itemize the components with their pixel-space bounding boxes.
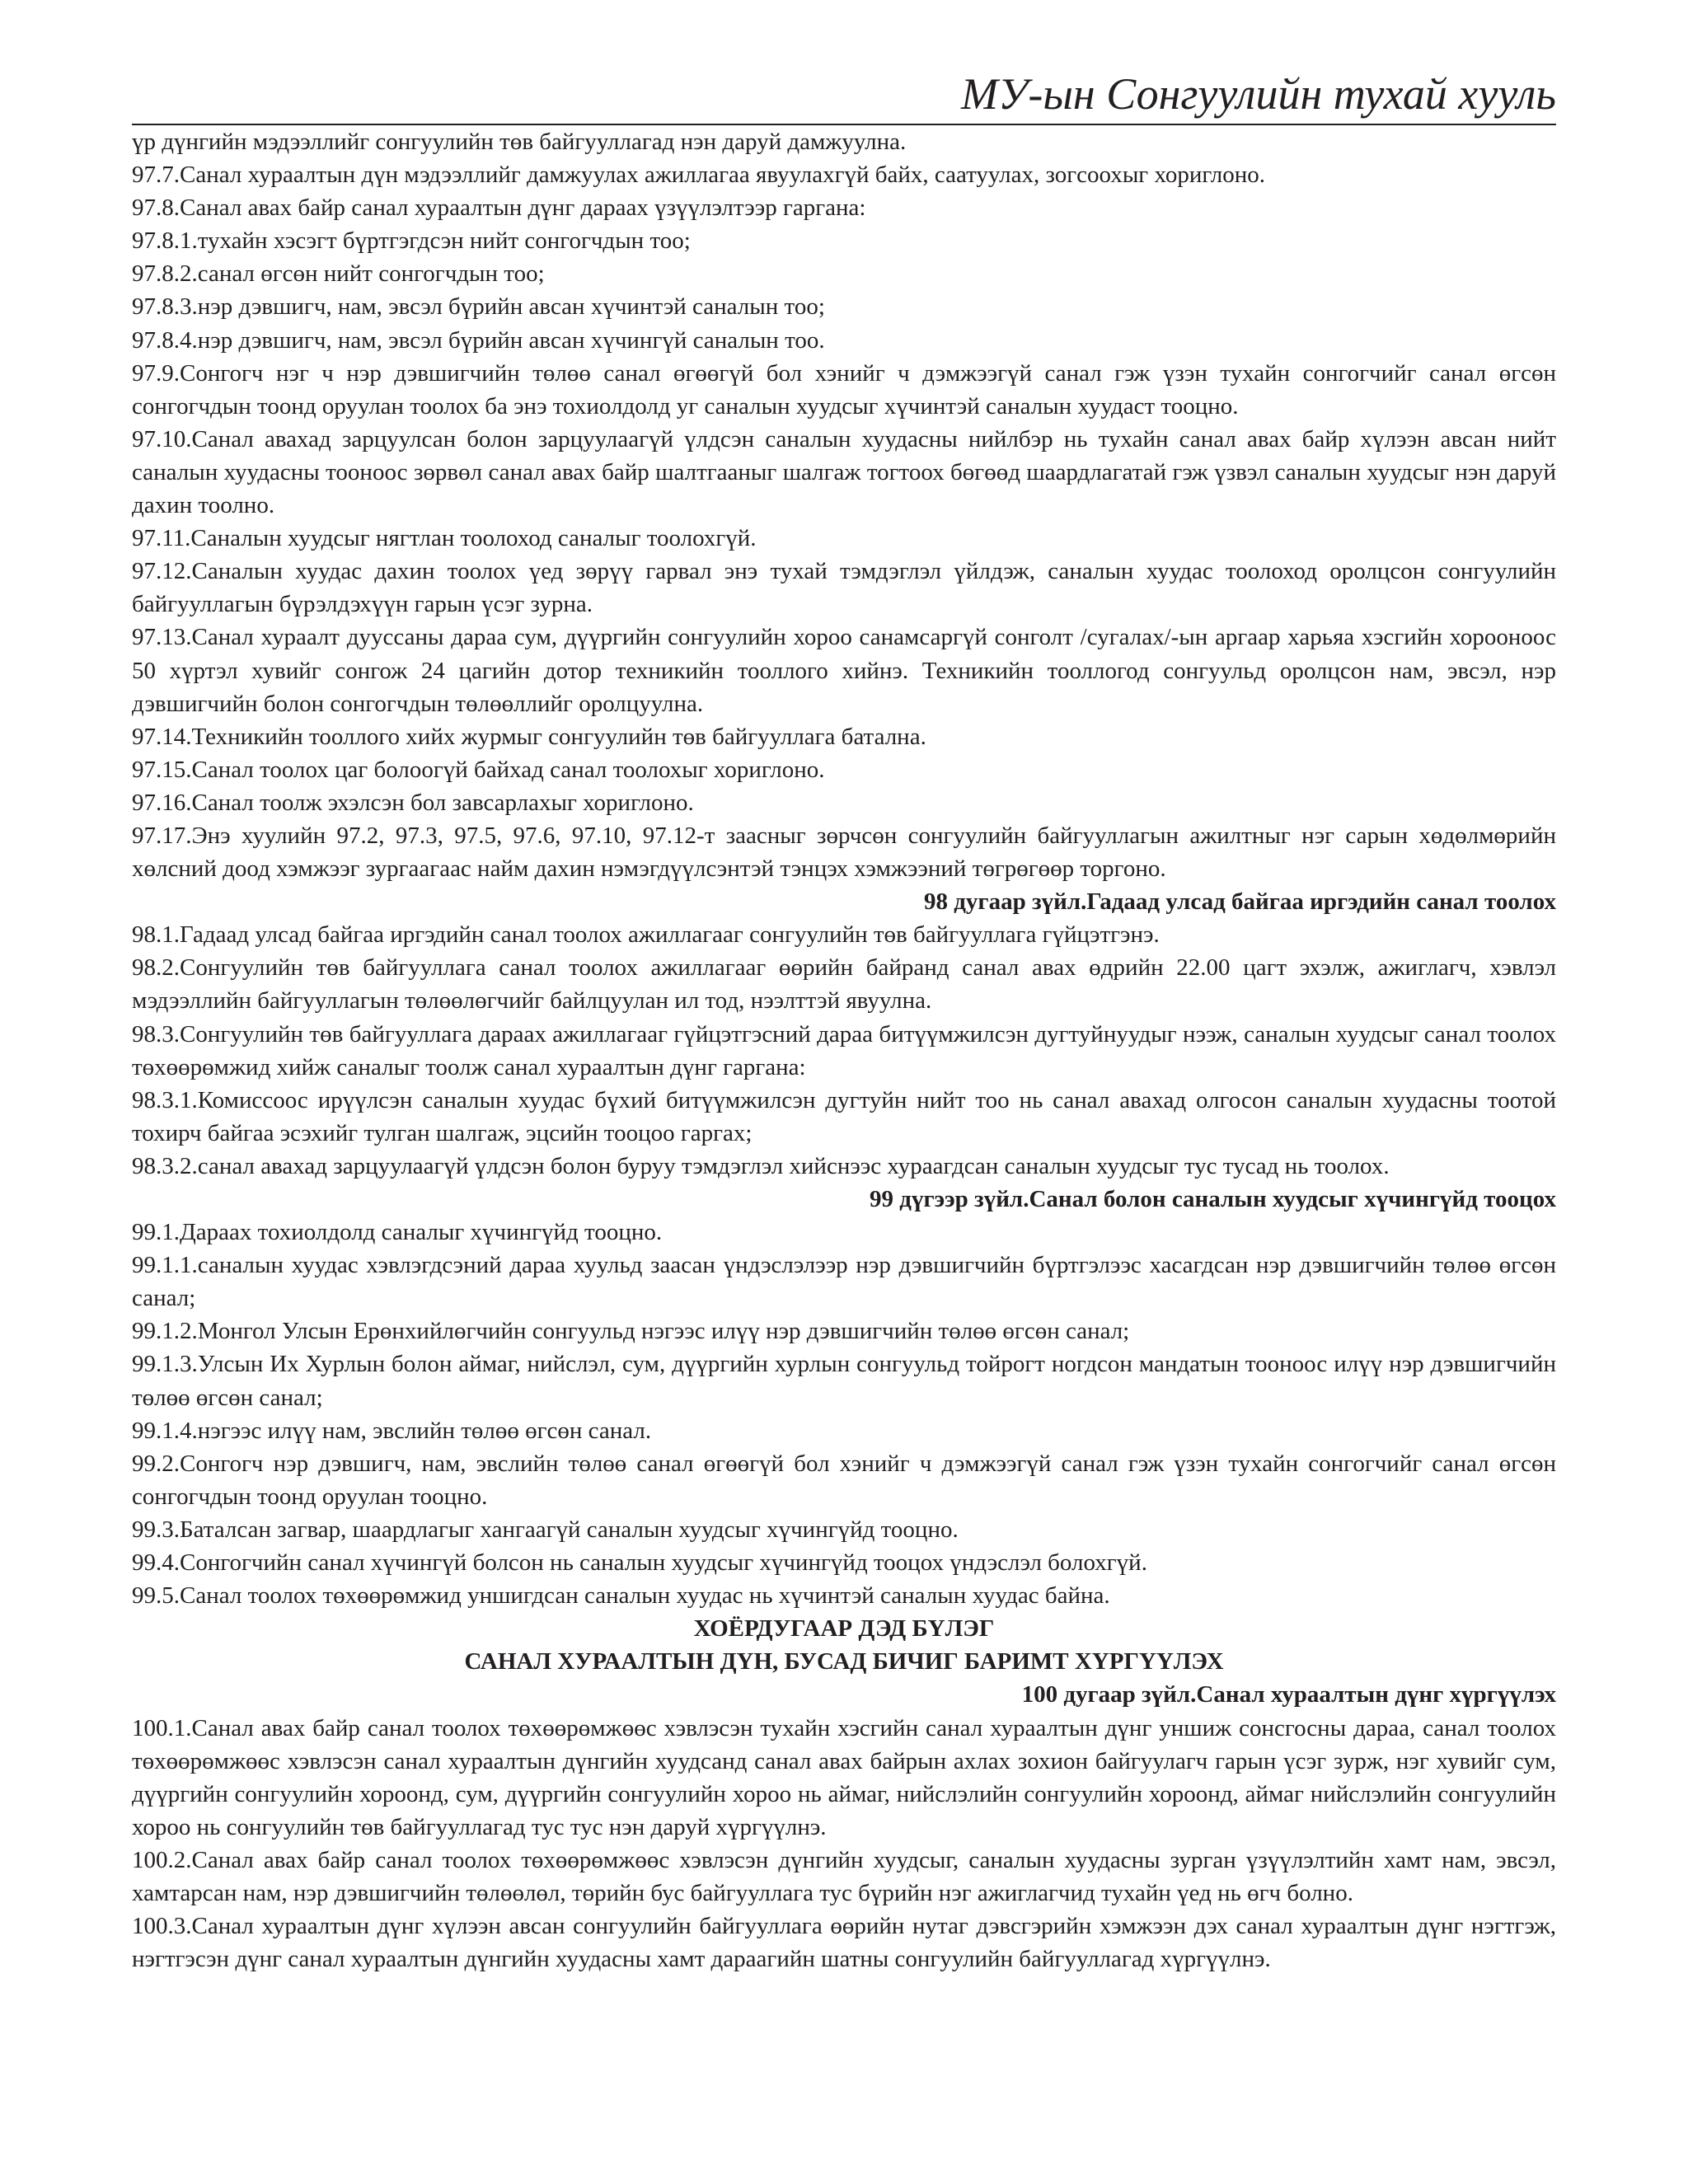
paragraph: 97.11.Саналын хуудсыг нягтлан тоолоход саналыг тоолохгүй. — [132, 525, 757, 552]
article-heading: 98 дугаар зүйл.Гадаад улсад байгаа иргэдийн санал тоолох — [924, 888, 1556, 916]
paragraph: 98.2.Сонгуулийн төв байгууллага санал тоолох ажиллагааг өөрийн байранд санал авах өдрийн 22.00 цагт эхэлж, ажиглагч, хэвлэл мэдээллийн байгууллагын төлөөлөгчийг байлцуулан ил тод, нээлттэй явуулна. — [132, 954, 1556, 1015]
paragraph: 97.12.Саналын хуудас дахин тоолох үед зөрүү гарвал энэ тухай тэмдэглэл үйлдэж, саналын хуудас тоолоход оролцсон сонгуулийн байгууллагын бүрэлдэхүүн гарын үсэг зурна. — [132, 558, 1556, 618]
paragraph: 97.13.Санал хураалт дууссаны дараа сум, дүүргийн сонгуулийн хороо санамсаргүй сонголт /сугалах/-ын аргаар харьяа хэсгийн хорооноос 50 хүртэл хувийг сонгож 24 цагийн дотор техникийн тооллого хийнэ. Техникийн тооллогод сонгуульд оролцсон нам, эвсэл, нэр дэвшигчийн болон сонгогчдын төлөөллийг оролцуулна. — [132, 624, 1556, 717]
paragraph: 98.3.Сонгуулийн төв байгууллага дараах ажиллагааг гүйцэтгэсний дараа битүүмжилсэн дугтуйнуудыг нээж, саналын хуудсыг санал тоолох төхөөрөмжид хийж саналыг тоолж санал хураалтын дүнг гаргана: — [132, 1020, 1556, 1080]
paragraph: 97.7.Санал хураалтын дүн мэдээллийг дамжуулах ажиллагаа явуулахгүй байх, саатуулах, зогсоохыг хориглоно. — [132, 162, 1266, 189]
paragraph: 99.1.Дараах тохиолдолд саналыг хүчингүйд тооцно. — [132, 1219, 663, 1246]
paragraph: 99.1.2.Монгол Улсын Ерөнхийлөгчийн сонгуульд нэгээс илүү нэр дэвшигчийн төлөө өгсөн санал; — [132, 1318, 1130, 1345]
paragraph: 99.1.3.Улсын Их Хурлын болон аймаг, нийслэл, сум, дүүргийн хурлын сонгуульд тойрогт ногдсон мандатын тооноос илүү нэр дэвшигчийн төлөө өгсөн санал; — [132, 1351, 1556, 1411]
paragraph: 99.3.Баталсан загвар, шаардлагыг хангаагүй саналын хуудсыг хүчингүйд тооцно. — [132, 1516, 959, 1543]
document-body — [132, 125, 1556, 1975]
paragraph: үр дүнгийн мэдээллийг сонгуулийн төв байгууллагад нэн даруй дамжуулна. — [132, 129, 907, 155]
paragraph: 100.3.Санал хураалтын дүнг хүлээн авсан сонгуулийн байгууллага өөрийн нутаг дэвсгэрийн хэмжээн дэх санал хураалтын дүнг нэгтгэж, нэгтгэсэн дүнг санал хураалтын дүнгийн хуудасны хамт дараагийн шатны сонгуулийн байгууллагад хүргүүлнэ. — [132, 1913, 1556, 1973]
section-heading: ХОЁРДУГААР ДЭД БҮЛЭГ — [693, 1615, 995, 1643]
paragraph: 97.8.4.нэр дэвшигч, нам, эвсэл бүрийн авсан хүчингүй саналын тоо. — [132, 326, 825, 354]
article-heading: 100 дугаар зүйл.Санал хураалтын дүнг хүргүүлэх — [1021, 1681, 1556, 1708]
paragraph: 97.8.1.тухайн хэсэгт бүртгэгдсэн нийт сонгогчдын тоо; — [132, 227, 691, 255]
paragraph: 97.16.Санал тоолж эхэлсэн бол завсарлахыг хориглоно. — [132, 789, 694, 816]
paragraph: 100.2.Санал авах байр санал тоолох төхөөрөмжөөс хэвлэсэн дүнгийн хуудсыг, саналын хуудасны зурган үзүүлэлтийн хамт нам, эвсэл, хамтарсан нам, нэр дэвшигчийн төлөөлөл, төрийн бус байгууллага тус бүрийн нэг ажиглагчид тухайн үед нь өгч болно. — [132, 1846, 1556, 1906]
paragraph: 97.10.Санал авахад зарцуулсан болон зарцуулаагүй үлдсэн саналын хуудасны нийлбэр нь тухайн санал авах байр хүлээн авсан нийт саналын хуудасны тооноос зөрвөл санал авах байр шалтгааныг шалгаж тогтоох бөгөөд шаардлагатай гэж үзвэл саналын хуудсыг нэн даруй дахин тоолно. — [132, 425, 1556, 519]
paragraph: 97.17.Энэ хуулийн 97.2, 97.3, 97.5, 97.6, 97.10, 97.12-т заасныг зөрчсөн сонгуулийн байгууллагын ажилтныг нэг сарын хөдөлмөрийн хөлсний доод хэмжээг зургаагаас найм дахин нэмэгдүүлсэнтэй тэнцэх хэмжээний төгрөгөөр торгоно. — [132, 822, 1556, 883]
paragraph: 97.14.Техникийн тооллого хийх журмыг сонгуулийн төв байгууллага батална. — [132, 723, 926, 750]
paragraph: 97.8.3.нэр дэвшигч, нам, эвсэл бүрийн авсан хүчинтэй саналын тоо; — [132, 293, 825, 321]
document-title: МУ-ын Сонгуулийн тухай хууль — [961, 69, 1556, 119]
article-heading: 99 дүгээр зүйл.Санал болон саналын хуудсыг хүчингүйд тооцох — [870, 1186, 1556, 1212]
paragraph: 99.1.4.нэгээс илүү нам, эвслийн төлөө өгсөн санал. — [132, 1417, 652, 1444]
paragraph: 97.8.Санал авах байр санал хураалтын дүнг дараах үзүүлэлтээр гаргана: — [132, 194, 866, 222]
paragraph: 97.8.2.санал өгсөн нийт сонгогчдын тоо; — [132, 260, 545, 288]
paragraph: 99.5.Санал тоолох төхөөрөмжид уншигдсан саналын хуудас нь хүчинтэй саналын хуудас байна. — [132, 1582, 1110, 1610]
paragraph: 99.2.Сонгогч нэр дэвшигч, нам, эвслийн төлөө санал өгөөгүй бол хэнийг ч дэмжээгүй санал гэж үзэн тухайн сонгогчийг санал өгсөн сонгогчдын тоонд оруулан тооцно. — [132, 1450, 1556, 1510]
paragraph: 98.1.Гадаад улсад байгаа иргэдийн санал тоолох ажиллагааг сонгуулийн төв байгууллага гүйцэтгэнэ. — [132, 921, 1160, 949]
paragraph: 97.15.Санал тоолох цаг болоогүй байхад санал тоолохыг хориглоно. — [132, 756, 825, 783]
paragraph: 99.1.1.саналын хуудас хэвлэгдсэний дараа хуульд заасан үндэслэлээр нэр дэвшигчийн бүртгэлээс хасагдсан нэр дэвшигчийн төлөө өгсөн санал; — [132, 1252, 1556, 1312]
paragraph: 100.1.Санал авах байр санал тоолох төхөөрөмжөөс хэвлэсэн тухайн хэсгийн санал хураалтын дүнг уншиж сонсгосны дараа, санал тоолох төхөөрөмжөөс хэвлэсэн санал хураалтын дүнгийн хуудсанд санал авах байрын ахлах зохион байгуулагч гарын үсэг зурж, нэг хувийг сум, дүүргийн сонгуулийн хороонд, сум, дүүргийн сонгуулийн хороо нь аймаг, нийслэлийн сонгуулийн хороонд, аймаг нийслэлийн сонгуулийн хороо нь сонгуулийн төв байгууллагад тус тус нэн даруй хүргүүлнэ. — [132, 1714, 1556, 1840]
paragraph: 98.3.2.санал авахад зарцуулаагүй үлдсэн болон буруу тэмдэглэл хийснээс хураагдсан саналын хуудсыг тус тусад нь тоолох. — [132, 1152, 1390, 1179]
page-header — [132, 58, 1556, 125]
paragraph: 97.9.Сонгогч нэг ч нэр дэвшигчийн төлөө санал өгөөгүй бол хэнийг ч дэмжээгүй санал гэж үзэн тухайн сонгогчийг санал өгсөн сонгогчдын тоонд оруулан тоолох ба энэ тохиолдолд уг саналын хуудсыг хүчинтэй саналын хуудаст тооцно. — [132, 359, 1556, 419]
section-heading: САНАЛ ХУРААЛТЫН ДҮН, БУСАД БИЧИГ БАРИМТ ХҮРГҮҮЛЭХ — [464, 1648, 1224, 1675]
paragraph: 98.3.1.Комиссоос ирүүлсэн саналын хуудас бүхий битүүмжилсэн дугтуйн нийт тоо нь санал авахад олгосон саналын хуудасны тоотой тохирч байгаа эсэхийг тулган шалгаж, эцсийн тооцоо гаргах; — [132, 1086, 1556, 1146]
paragraph: 99.4.Сонгогчийн санал хүчингүй болсон нь саналын хуудсыг хүчингүйд тооцох үндэслэл болохгүй. — [132, 1549, 1147, 1577]
